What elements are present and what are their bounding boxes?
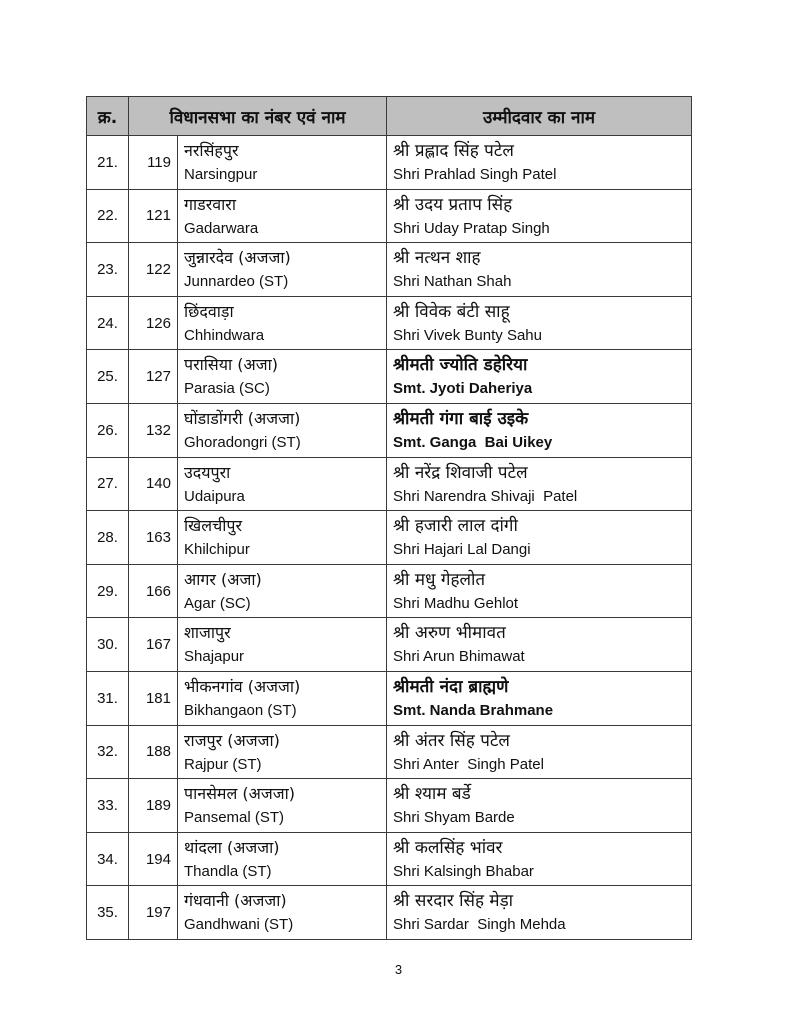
constituency-name	[178, 403, 387, 457]
constituency-name	[178, 189, 387, 243]
table-row	[87, 832, 692, 886]
constituency-name-english: Junnardeo (ST)	[184, 273, 289, 291]
candidate-name	[387, 725, 692, 779]
constituency-number: 163	[129, 511, 178, 565]
table-header-row	[87, 97, 692, 136]
candidate-name	[387, 779, 692, 833]
constituency-number: 127	[129, 350, 178, 404]
table-row	[87, 671, 692, 725]
constituency-name	[178, 136, 387, 190]
candidate-name-hindi: श्रीमती गंगा बाई उइके	[393, 408, 529, 429]
candidate-name-hindi: श्री नत्थन शाह	[393, 248, 481, 269]
serial-number: 25.	[87, 350, 129, 404]
candidate-name-hindi: श्री प्रह्लाद सिंह पटेल	[393, 141, 514, 161]
constituency-name-english: Narsingpur	[184, 166, 258, 183]
constituency-name	[178, 350, 387, 404]
candidate-name-hindi: श्री उदय प्रताप सिंह	[393, 194, 513, 215]
table-row	[87, 243, 692, 297]
candidate-name-hindi: श्री कलसिंह भांवर	[393, 837, 503, 858]
candidate-name-english: Shri Uday Pratap Singh	[393, 219, 550, 237]
table-row	[87, 136, 692, 190]
serial-number: 27.	[87, 457, 129, 511]
constituency-name-english: Ghoradongri (ST)	[184, 433, 301, 451]
candidate-name-english: Shri Madhu Gehlot	[393, 594, 519, 612]
constituency-name-english: Shajapur	[184, 648, 245, 666]
candidate-name-english: Shri Prahlad Singh Patel	[393, 166, 557, 183]
serial-number: 34.	[87, 832, 129, 886]
table-row	[87, 403, 692, 457]
candidate-name-english: Shri Narendra Shivaji Patel	[393, 487, 578, 505]
constituency-number: 122	[129, 243, 178, 297]
serial-number: 31.	[87, 671, 129, 725]
candidate-name-hindi: श्री सरदार सिंह मेड़ा	[393, 891, 514, 912]
candidate-name-english: Shri Anter Singh Patel	[393, 755, 544, 773]
table-row	[87, 350, 692, 404]
candidate-name-english: Smt. Nanda Brahmane	[393, 701, 554, 719]
candidate-name	[387, 403, 692, 457]
page-number: 3	[394, 962, 403, 977]
constituency-name-english: Gandhwani (ST)	[184, 916, 294, 934]
candidate-name-english: Shri Sardar Singh Mehda	[393, 916, 566, 934]
serial-number: 28.	[87, 511, 129, 565]
candidate-name-hindi: श्रीमती नंदा ब्राह्मणे	[393, 676, 509, 697]
constituency-name-english: Gadarwara	[184, 219, 259, 237]
constituency-name	[178, 886, 387, 940]
candidate-name	[387, 671, 692, 725]
constituency-name-english: Parasia (SC)	[184, 380, 270, 398]
table-row	[87, 457, 692, 511]
constituency-name	[178, 511, 387, 565]
constituency-name-hindi: गंधवानी (अजजा)	[184, 891, 287, 911]
candidate-name-hindi: श्री अरुण भीमावत	[393, 623, 506, 644]
table-row	[87, 725, 692, 779]
constituency-number: 166	[129, 564, 178, 618]
candidate-name-english: Smt. Jyoti Daheriya	[393, 380, 533, 398]
constituency-number: 132	[129, 403, 178, 457]
constituency-name	[178, 725, 387, 779]
constituency-name	[178, 457, 387, 511]
candidate-name	[387, 189, 692, 243]
constituency-name-english: Rajpur (ST)	[184, 755, 262, 773]
header-candidate: उम्मीदवार का नाम	[387, 97, 692, 136]
candidate-name	[387, 457, 692, 511]
serial-number: 35.	[87, 886, 129, 940]
constituency-name-hindi: राजपुर (अजजा)	[184, 730, 280, 750]
table-row	[87, 564, 692, 618]
candidate-name	[387, 136, 692, 190]
constituency-name-english: Bikhangaon (ST)	[184, 701, 297, 719]
constituency-name-hindi: उदयपुरा	[184, 462, 231, 482]
candidate-name-hindi: श्री मधु गेहलोत	[393, 569, 486, 590]
header-constituency: विधानसभा का नंबर एवं नाम	[129, 97, 387, 136]
constituency-name-hindi: आगर (अजा)	[184, 569, 262, 589]
candidate-name-english: Shri Arun Bhimawat	[393, 648, 525, 666]
candidate-name	[387, 886, 692, 940]
constituency-name-hindi: परासिया (अजा)	[184, 355, 278, 375]
constituency-name-hindi: छिंदवाड़ा	[184, 301, 234, 321]
candidate-name-hindi: श्री हजारी लाल दांगी	[393, 516, 518, 537]
candidate-name-hindi: श्रीमती ज्योति डहेरिया	[393, 355, 528, 376]
constituency-name-english: Agar (SC)	[184, 594, 251, 612]
serial-number: 33.	[87, 779, 129, 833]
candidate-name-hindi: श्री अंतर सिंह पटेल	[393, 730, 510, 751]
candidate-name	[387, 618, 692, 672]
constituency-number: 167	[129, 618, 178, 672]
constituency-number: 121	[129, 189, 178, 243]
candidate-name-hindi: श्री विवेक बंटी साहू	[393, 301, 510, 322]
header-serial: क्र.	[87, 97, 129, 136]
constituency-name	[178, 618, 387, 672]
candidate-name-english: Shri Shyam Barde	[393, 809, 515, 827]
constituency-name-hindi: जुन्नारदेव (अजजा)	[184, 248, 291, 268]
constituency-name-hindi: खिलचीपुर	[184, 516, 243, 536]
constituency-number: 140	[129, 457, 178, 511]
constituency-name-hindi: थांदला (अजजा)	[184, 837, 280, 857]
serial-number: 32.	[87, 725, 129, 779]
serial-number: 26.	[87, 403, 129, 457]
constituency-name-hindi: नरसिंहपुर	[184, 141, 239, 160]
serial-number: 23.	[87, 243, 129, 297]
constituency-name-english: Chhindwara	[184, 326, 265, 344]
constituency-number: 197	[129, 886, 178, 940]
candidate-name-hindi: श्री नरेंद्र शिवाजी पटेल	[393, 462, 528, 483]
constituency-name-hindi: पानसेमल (अजजा)	[184, 784, 296, 804]
constituency-number: 119	[129, 136, 178, 190]
candidate-name-english: Shri Hajari Lal Dangi	[393, 541, 531, 559]
constituency-name-english: Pansemal (ST)	[184, 809, 285, 827]
constituency-number: 181	[129, 671, 178, 725]
table-row	[87, 296, 692, 350]
constituency-number: 189	[129, 779, 178, 833]
table-row	[87, 618, 692, 672]
constituency-number: 188	[129, 725, 178, 779]
candidate-name	[387, 832, 692, 886]
table-row	[87, 779, 692, 833]
table-row	[87, 511, 692, 565]
serial-number: 29.	[87, 564, 129, 618]
constituency-name-english: Thandla (ST)	[184, 862, 272, 880]
constituency-name	[178, 832, 387, 886]
candidate-name-english: Shri Vivek Bunty Sahu	[393, 326, 542, 344]
candidate-name	[387, 350, 692, 404]
table-row	[87, 886, 692, 940]
constituency-name-hindi: गाडरवारा	[184, 194, 236, 214]
serial-number: 21.	[87, 136, 129, 190]
table-row	[87, 189, 692, 243]
constituency-name	[178, 564, 387, 618]
candidate-name	[387, 296, 692, 350]
constituency-name-hindi: भीकनगांव (अजजा)	[184, 676, 301, 696]
candidate-name	[387, 511, 692, 565]
constituency-name-hindi: घोंडाडोंगरी (अजजा)	[184, 408, 301, 428]
constituency-number: 194	[129, 832, 178, 886]
constituency-name-english: Khilchipur	[184, 541, 250, 559]
serial-number: 24.	[87, 296, 129, 350]
candidate-name-english: Shri Kalsingh Bhabar	[393, 862, 534, 880]
serial-number: 22.	[87, 189, 129, 243]
constituency-name	[178, 296, 387, 350]
candidate-name-english: Smt. Ganga Bai Uikey	[393, 433, 553, 451]
serial-number: 30.	[87, 618, 129, 672]
constituency-name	[178, 671, 387, 725]
candidate-name-english: Shri Nathan Shah	[393, 273, 512, 291]
candidate-name-hindi: श्री श्याम बर्डे	[393, 784, 471, 805]
candidate-table	[86, 96, 692, 940]
constituency-name-hindi: शाजापुर	[184, 623, 231, 643]
constituency-number: 126	[129, 296, 178, 350]
constituency-name-english: Udaipura	[184, 487, 245, 505]
candidate-name	[387, 564, 692, 618]
constituency-name	[178, 243, 387, 297]
candidate-name	[387, 243, 692, 297]
constituency-name	[178, 779, 387, 833]
